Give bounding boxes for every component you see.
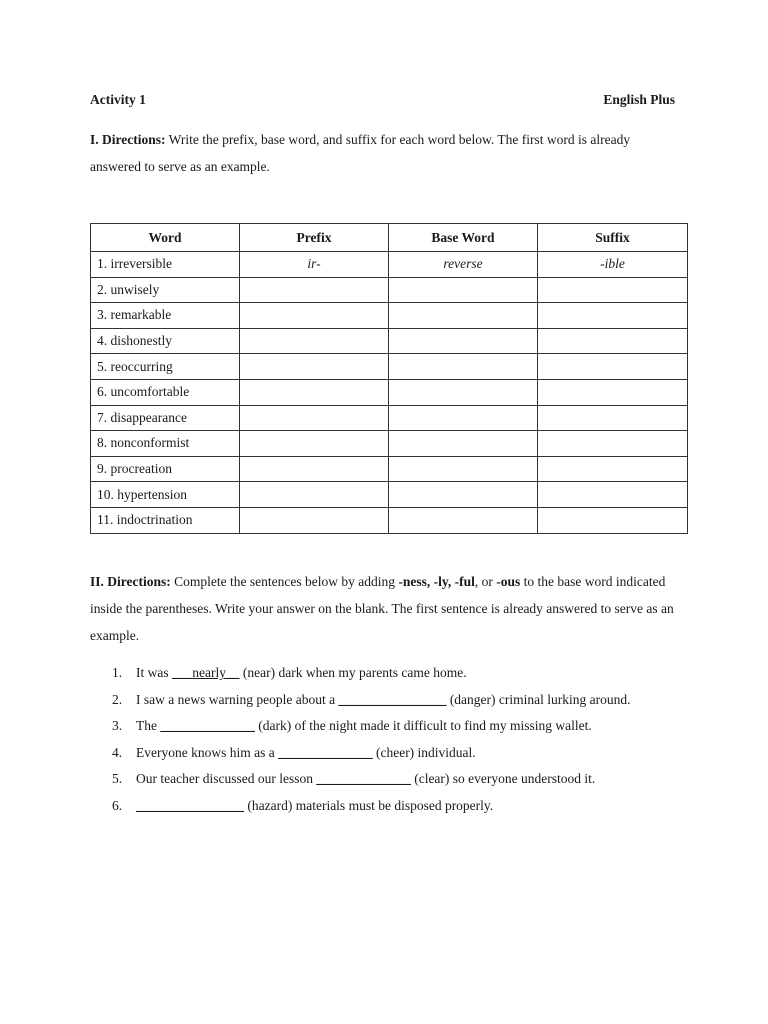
table-row — [91, 303, 688, 329]
table-row — [91, 252, 688, 278]
answer-blank[interactable]: ______________ — [316, 771, 411, 786]
suffix-cell[interactable] — [538, 328, 688, 354]
comma-1: , — [426, 574, 434, 589]
answer-blank[interactable]: ______________ — [278, 744, 373, 760]
base-word-cell[interactable] — [389, 507, 538, 533]
prefix-cell[interactable] — [240, 405, 389, 431]
sentence-after: (clear) so everyone understood it. — [410, 771, 596, 786]
prefix-cell[interactable] — [240, 354, 389, 380]
sentence-item — [90, 793, 680, 820]
word-cell: 5. reoccurring — [91, 354, 240, 380]
suffix-cell[interactable] — [538, 277, 688, 303]
suffix-cell[interactable] — [538, 354, 688, 380]
part2-text-b: to the base word indicated inside the parentheses. Write your answer on the blank. The first sentence is already answered to serve as an example. — [90, 574, 674, 643]
sentence-before: Everyone knows him as a — [136, 744, 279, 760]
answer-blank[interactable]: ________________ — [136, 797, 244, 813]
sentence-number: 4. — [112, 744, 123, 760]
suffix-ous: -ous — [496, 574, 521, 589]
sentence-number: 1. — [112, 665, 123, 680]
table-row — [91, 482, 688, 508]
table-row — [91, 507, 688, 533]
word-cell: 8. nonconformist — [91, 431, 240, 457]
base-word-cell[interactable] — [389, 456, 538, 482]
base-word-cell[interactable] — [389, 379, 538, 405]
sentence-before: I saw a news warning people about a — [136, 691, 339, 707]
subject-title: English Plus — [603, 92, 675, 107]
or-text: , or — [474, 574, 497, 589]
table-row — [91, 405, 688, 431]
prefix-cell[interactable] — [240, 431, 389, 457]
sentence-after: (danger) criminal lurking around. — [446, 691, 631, 707]
header-suffix: Suffix — [538, 224, 688, 252]
header-prefix: Prefix — [240, 224, 389, 252]
base-word-cell[interactable] — [389, 482, 538, 508]
sentence-number: 6. — [112, 797, 123, 813]
header-base-word: Base Word — [389, 224, 538, 252]
sentence-item — [90, 740, 680, 767]
word-cell: 3. remarkable — [91, 303, 240, 329]
word-cell: 4. dishonestly — [91, 328, 240, 354]
sentence-after: (hazard) materials must be disposed properly. — [244, 797, 494, 813]
suffix-cell[interactable] — [538, 431, 688, 457]
activity-title: Activity 1 — [90, 92, 146, 107]
part1-text: Write the prefix, base word, and suffix for each word below. The first word is already answered to serve as an example. — [90, 132, 631, 174]
sentence-before: It was — [136, 665, 172, 680]
worksheet-header — [90, 92, 675, 112]
sentence-number: 5. — [112, 771, 123, 786]
suffix-ly: -ly — [433, 574, 448, 589]
word-cell: 2. unwisely — [91, 277, 240, 303]
word-parts-table — [90, 223, 688, 534]
prefix-cell[interactable]: ir- — [240, 252, 389, 278]
word-cell: 9. procreation — [91, 456, 240, 482]
sentence-item — [90, 687, 680, 714]
base-word-cell[interactable] — [389, 303, 538, 329]
prefix-cell[interactable] — [240, 328, 389, 354]
sentence-item — [90, 713, 680, 740]
part2-directions — [90, 568, 680, 649]
sentence-before: Our teacher discussed our lesson — [136, 771, 317, 786]
answer-blank[interactable]: ______________ — [160, 718, 255, 733]
word-cell: 6. uncomfortable — [91, 379, 240, 405]
header-word: Word — [91, 224, 240, 252]
prefix-cell[interactable] — [240, 277, 389, 303]
sentence-list — [90, 660, 680, 819]
base-word-cell[interactable] — [389, 354, 538, 380]
sentence-after: (cheer) individual. — [372, 744, 476, 760]
base-word-cell[interactable] — [389, 277, 538, 303]
table-row — [91, 354, 688, 380]
table-row — [91, 328, 688, 354]
sentence-after: (near) dark when my parents came home. — [239, 665, 467, 680]
table-row — [91, 379, 688, 405]
part1-directions — [90, 126, 680, 180]
suffix-ness: -ness — [398, 574, 427, 589]
suffix-cell[interactable] — [538, 507, 688, 533]
part1-label: I. Directions: — [90, 132, 166, 147]
answer-blank[interactable]: ________________ — [338, 691, 447, 707]
part2-text-a: Complete the sentences below by adding — [170, 574, 399, 589]
suffix-cell[interactable]: -ible — [538, 252, 688, 278]
base-word-cell[interactable] — [389, 405, 538, 431]
sentence-item — [90, 766, 680, 793]
answer-blank[interactable]: ___nearly__ — [172, 665, 240, 680]
prefix-cell[interactable] — [240, 456, 389, 482]
sentence-item — [90, 660, 680, 687]
part2-label: II. Directions: — [90, 574, 171, 589]
prefix-cell[interactable] — [240, 507, 389, 533]
table-row — [91, 456, 688, 482]
table-row — [91, 431, 688, 457]
suffix-cell[interactable] — [538, 303, 688, 329]
word-cell: 11. indoctrination — [91, 507, 240, 533]
prefix-cell[interactable] — [240, 482, 389, 508]
word-cell: 7. disappearance — [91, 405, 240, 431]
word-cell: 1. irreversible — [91, 252, 240, 278]
prefix-cell[interactable] — [240, 303, 389, 329]
sentence-number: 2. — [112, 691, 123, 707]
suffix-cell[interactable] — [538, 456, 688, 482]
comma-2: , — [447, 574, 455, 589]
base-word-cell[interactable] — [389, 328, 538, 354]
sentence-after: (dark) of the night made it difficult to find my missing wallet. — [254, 718, 592, 733]
suffix-cell[interactable] — [538, 482, 688, 508]
table-row — [91, 277, 688, 303]
word-cell: 10. hypertension — [91, 482, 240, 508]
sentence-number: 3. — [112, 718, 123, 733]
suffix-cell[interactable] — [538, 405, 688, 431]
prefix-cell[interactable] — [240, 379, 389, 405]
sentence-before: The — [136, 718, 161, 733]
table-header-row — [91, 224, 688, 252]
suffix-cell[interactable] — [538, 379, 688, 405]
base-word-cell[interactable] — [389, 431, 538, 457]
suffix-ful: -ful — [454, 574, 475, 589]
base-word-cell[interactable]: reverse — [389, 252, 538, 278]
